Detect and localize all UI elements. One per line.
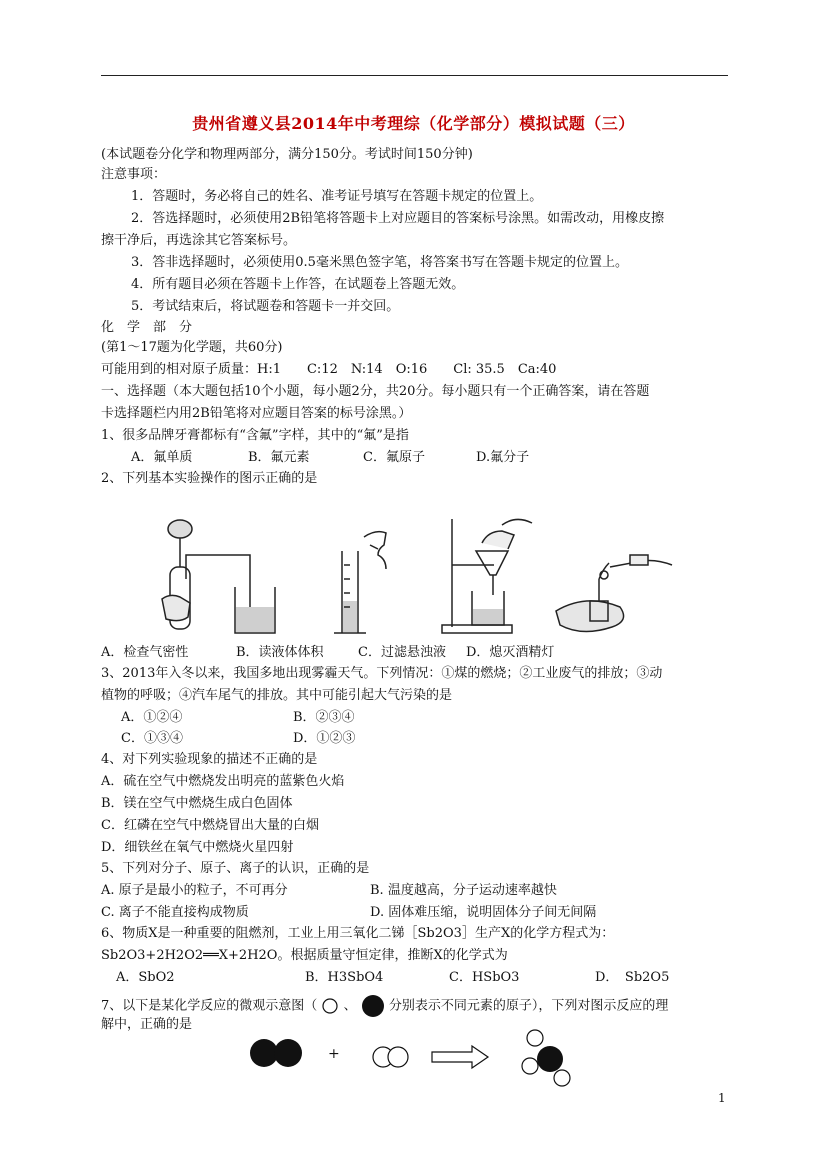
q2-option-a: A．检查气密性 [101,645,189,660]
notice-2-cont: 擦干净后，再选涂其它答案标号。 [101,233,297,248]
q3-option-b: B．②③④ [293,710,355,725]
filtration-figure [442,519,532,633]
q7-stem-part-b: 、 [343,998,357,1014]
q1-option-b: B．氟元素 [248,450,310,465]
q2-stem: 2、下列基本实验操作的图示正确的是 [101,471,318,486]
q7-stem-part-c: 分别表示不同元素的原子），下列对图示反应的理 [388,998,669,1014]
q5-option-d: D. 固体难压缩，说明固体分子间无间隔 [370,905,597,920]
q4-option-b: B．镁在空气中燃烧生成白色固体 [101,796,293,811]
q6-option-b: B．H3SbO4 [305,970,384,985]
black-atom-icon [361,994,385,1018]
q3-option-c: C．①③④ [121,731,183,746]
extinguish-lamp-figure [556,555,672,632]
q4-option-d: D．细铁丝在氧气中燃烧火星四射 [101,840,294,855]
page-number: 1 [718,1091,726,1105]
product-white-atom-1 [527,1030,543,1046]
q2-option-b: B．读液体体积 [236,645,324,660]
q5-option-c: C. 离子不能直接构成物质 [101,905,249,920]
q1-stem: 1、很多品牌牙膏都标有“含氟”字样，其中的“氟”是指 [101,428,409,443]
black-molecule-atom-1 [250,1039,278,1067]
notice-2: 2．答选择题时，必须使用2B铅笔将答题卡上对应题目的答案标号涂黑。如需改动，用橡皮擦 [131,211,665,226]
q3-stem-cont: 植物的呼吸；④汽车尾气的排放。其中可能引起大气污染的是 [101,688,453,703]
product-white-atom-2 [522,1058,538,1074]
q3-option-d: D．①②③ [293,731,356,746]
q3-option-a: A．①②④ [121,710,183,725]
reaction-arrow-icon [432,1046,488,1068]
notice-3: 3．答非选择题时，必须使用0.5毫米黑色签字笔，将答案书写在答题卡规定的位置上。 [131,255,628,270]
read-volume-figure [334,532,386,633]
q2-option-d: D．熄灭酒精灯 [466,645,555,660]
header-rule [101,75,728,76]
q3-stem: 3、2013年入冬以来，我国多地出现雾霾天气。下列情况：①煤的燃烧；②工业废气的排放；③动 [101,666,663,681]
part1-instructions: 一、选择题（本大题包括10个小题，每小题2分，共20分。每小题只有一个正确答案，请在答题 [101,384,650,399]
q4-option-a: A．硫在空气中燃烧发出明亮的蓝紫色火焰 [101,774,345,789]
q4-stem: 4、对下列实验现象的描述不正确的是 [101,752,318,767]
q6-option-a: A．SbO2 [116,970,175,985]
q5-option-a: A. 原子是最小的粒子，不可再分 [101,883,288,898]
section-range: (第1～17题为化学题，共60分) [101,340,283,355]
section-title: 化 学 部 分 [101,320,193,335]
q6-option-d: D． Sb2O5 [595,970,670,985]
q2-option-c: C．过滤悬浊液 [358,645,446,660]
part1-instructions-cont: 卡选择题栏内用2B铅笔将对应题目答案的标号涂黑。） [101,406,412,421]
notice-1: 1．答题时，务必将自己的姓名、准考证号填写在答题卡规定的位置上。 [131,189,543,204]
black-molecule-atom-2 [274,1039,302,1067]
notice-title: 注意事项： [101,167,167,182]
airtightness-check-figure [162,520,275,633]
product-white-atom-3 [554,1070,570,1086]
white-molecule-atom-2 [388,1047,408,1067]
plus-sign: + [328,1046,340,1062]
notice-4: 4．所有题目必须在答题卡上作答，在试题卷上答题无效。 [131,277,465,292]
q5-option-b: B. 温度越高，分子运动速率越快 [370,883,557,898]
q4-option-c: C．红磷在空气中燃烧冒出大量的白烟 [101,818,319,833]
q7-stem [101,994,668,1018]
q1-option-d: D.氟分子 [476,450,530,465]
q1-option-a: A．氟单质 [131,450,193,465]
q7-stem-part-a: 7、以下是某化学反应的微观示意图（ [101,998,318,1014]
q5-stem: 5、下列对分子、原子、离子的认识，正确的是 [101,861,370,876]
q6-stem: 6、物质X是一种重要的阻燃剂，工业上用三氧化二锑［Sb2O3］生产X的化学方程式为： [101,926,615,941]
page-title: 贵州省遵义县2014年中考理综（化学部分）模拟试题（三） [192,114,635,133]
atomic-masses: 可能用到的相对原子质量：H:1 C:12 N:14 O:16 Cl: 35.5 Ca:40 [101,362,557,377]
lab-operations-figure [152,515,680,637]
product-black-atom [537,1046,563,1072]
q6-option-c: C．HSbO3 [449,970,520,985]
exam-info: (本试题卷分化学和物理两部分，满分150分。考试时间150分钟) [101,147,473,162]
white-atom-icon [321,997,339,1015]
q7-stem-cont: 解中，正确的是 [101,1017,193,1032]
notice-5: 5．考试结束后，将试题卷和答题卡一并交回。 [131,299,400,314]
q6-stem-cont: Sb2O3+2H2O2══X+2H2O。根据质量守恒定律，推断X的化学式为 [101,948,508,963]
reaction-diagram [240,1026,600,1090]
q1-option-c: C．氟原子 [363,450,425,465]
